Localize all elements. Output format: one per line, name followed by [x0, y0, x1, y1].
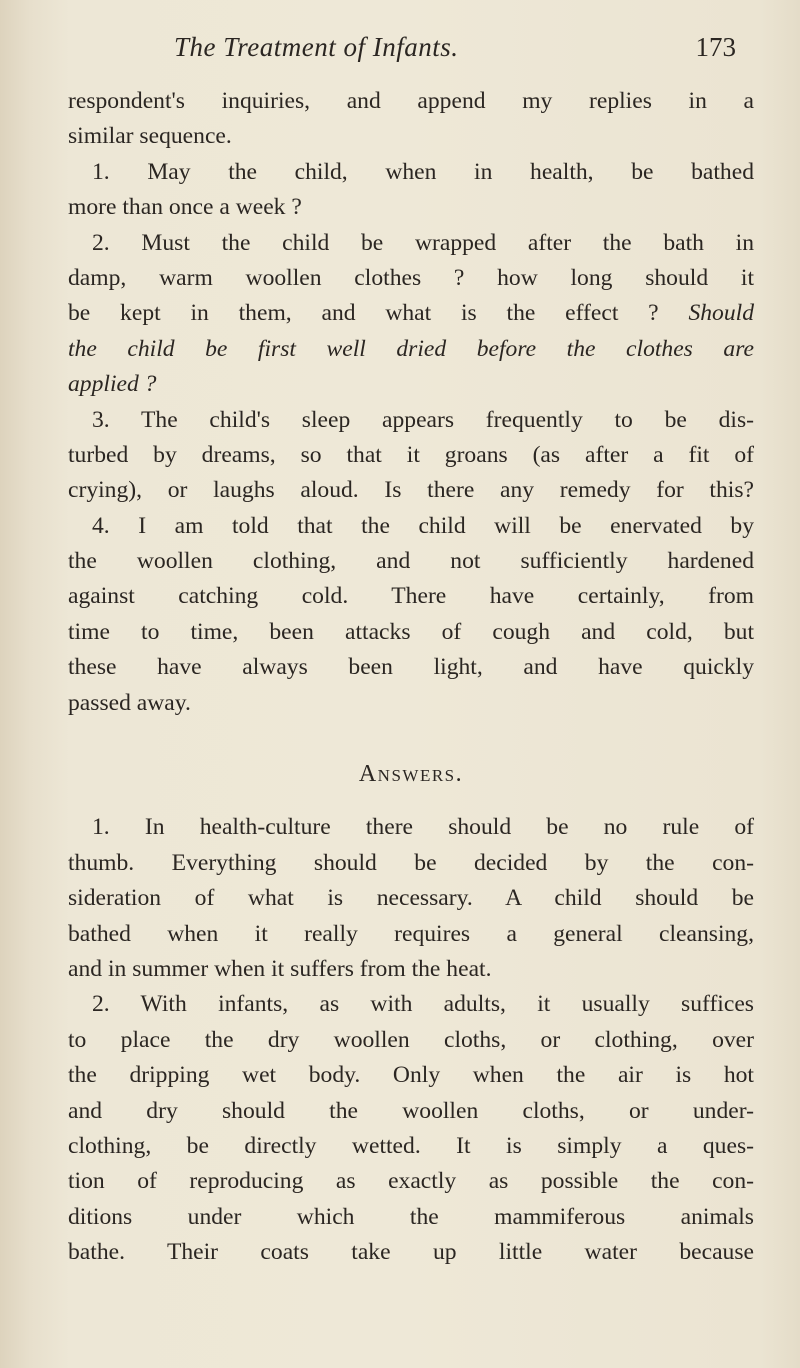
question-3-line: 3. The child's sleep appears frequently to be dis-	[92, 406, 754, 433]
text-line: time to time, been attacks of cough and cold, but	[68, 618, 754, 645]
text-line: more than once a week ?	[68, 194, 302, 221]
italic-text-line: applied ?	[68, 371, 157, 398]
text-line: against catching cold. There have certainly, from	[68, 583, 754, 610]
italic-text-line: the child be first well dried before the clothes are	[68, 335, 754, 362]
running-head	[170, 32, 736, 76]
text-line: respondent's inquiries, and append my replies in a	[68, 88, 754, 114]
text-line	[68, 296, 754, 331]
text-line: the dripping wet body. Only when the air is hot	[68, 1062, 754, 1089]
question-2-line: 2. Must the child be wrapped after the bath in	[92, 229, 754, 256]
text-line: and dry should the woollen cloths, or under-	[68, 1097, 754, 1124]
section-heading: Answers.	[358, 761, 464, 788]
text-line: bathed when it really requires a general cleansing,	[68, 920, 754, 947]
text-line: thumb. Everything should be decided by the con-	[68, 849, 754, 876]
text-line: crying), or laughs aloud. Is there any remedy for this?	[68, 477, 754, 504]
text-line: these have always been light, and have quickly	[68, 654, 754, 681]
answer-1-line: 1. In health-culture there should be no rule of	[92, 814, 754, 841]
text-line: passed away.	[68, 689, 191, 716]
italic-text-segment: Should	[688, 300, 754, 327]
answer-2-line: 2. With infants, as with adults, it usually suffices	[92, 991, 754, 1018]
text-line: ditions under which the mammiferous animals	[68, 1203, 754, 1230]
text-line: tion of reproducing as exactly as possible the con-	[68, 1168, 754, 1195]
text-line: the woollen clothing, and not sufficiently hardened	[68, 548, 754, 575]
text-segment: be kept in them, and what is the effect ?	[68, 300, 659, 327]
text-line: clothing, be directly wetted. It is simply a ques-	[68, 1132, 754, 1159]
text-line: damp, warm woollen clothes ? how long should it	[68, 264, 754, 291]
body-text	[68, 84, 754, 1271]
question-1-line: 1. May the child, when in health, be bathed	[92, 158, 754, 185]
text-line: and in summer when it suffers from the heat.	[68, 955, 492, 982]
question-4-line: 4. I am told that the child will be enervated by	[92, 512, 754, 539]
text-line: to place the dry woollen cloths, or clothing, over	[68, 1026, 754, 1053]
text-line: bathe. Their coats take up little water because	[68, 1239, 754, 1266]
text-line: turbed by dreams, so that it groans (as after a fit of	[68, 441, 754, 468]
running-title: The Treatment of Infants.	[174, 32, 459, 62]
text-line: similar sequence.	[68, 123, 232, 150]
text-line: sideration of what is necessary. A child should be	[68, 885, 754, 912]
page-number: 173	[695, 32, 736, 62]
